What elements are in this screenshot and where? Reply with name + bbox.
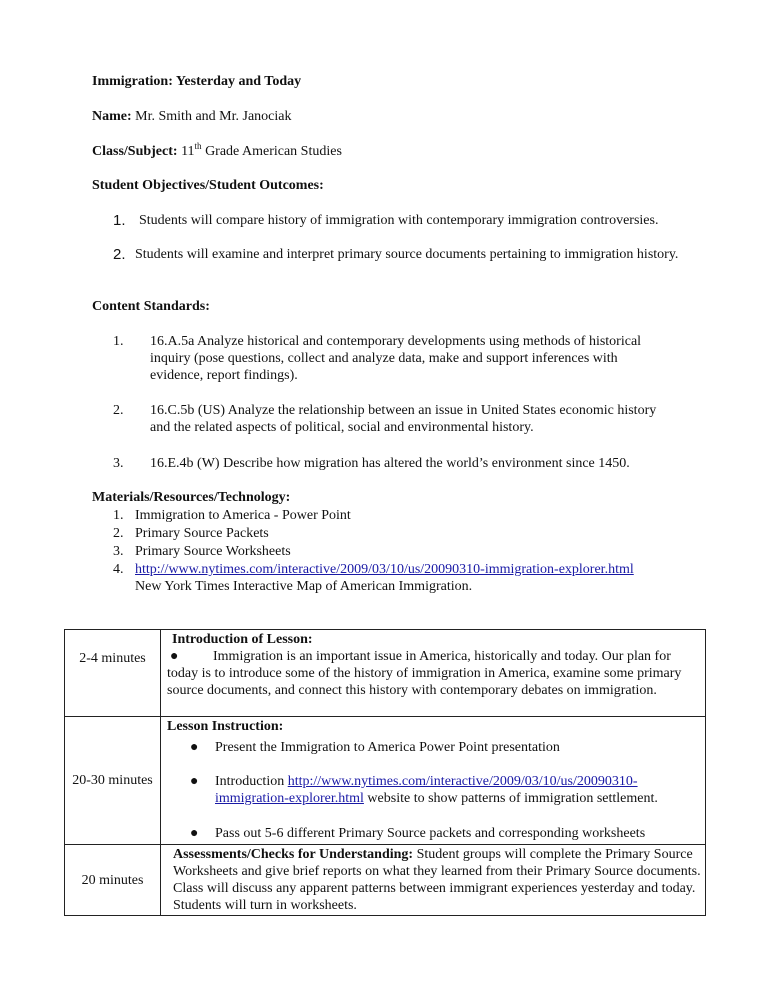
document-title: Immigration: Yesterday and Today (92, 74, 302, 89)
material-number: 1. (113, 508, 124, 523)
table-row (65, 845, 706, 916)
material-text: Immigration to America - Power Point (135, 508, 351, 523)
objective-item (113, 212, 703, 246)
standard-number: 1. (113, 334, 124, 349)
bullet-dot: ● (190, 740, 199, 755)
table-row (65, 630, 706, 717)
material-item (113, 543, 713, 560)
material-text: Primary Source Packets (135, 526, 269, 541)
time-label: 20 minutes (81, 872, 144, 888)
material-caption: New York Times Interactive Map of American Immigration. (135, 579, 473, 594)
bullet-dot: ● (190, 774, 199, 789)
objective-number: 2. (113, 246, 126, 263)
link-text-part[interactable]: immigration-explorer.html (215, 791, 364, 806)
objective-text: Students will examine and interpret primary source documents pertaining to immigration history. (135, 247, 679, 262)
objective-item (113, 246, 703, 280)
description-cell (161, 717, 706, 845)
class-subject-label: Class/Subject: (92, 144, 178, 159)
objectives-heading: Student Objectives/Student Outcomes: (92, 178, 324, 193)
bullet-dot: ● (190, 826, 199, 841)
standard-text: 16.C.5b (US) Analyze the relationship between an issue in United States economic history and the related aspects of political, social and environmental history. (150, 403, 657, 435)
material-link-wrapper (135, 561, 634, 578)
name-line (92, 108, 291, 125)
objective-text: Students will compare history of immigration with contemporary immigration controversies. (139, 213, 659, 228)
time-cell (65, 845, 161, 916)
description-cell (161, 845, 706, 916)
material-text: Primary Source Worksheets (135, 544, 291, 559)
material-item (113, 525, 713, 542)
time-cell (65, 630, 161, 717)
instruction-text: website to show patterns of immigration settlement. (363, 791, 658, 806)
material-item (113, 507, 713, 524)
material-number: 4. (113, 562, 124, 577)
material-number: 2. (113, 526, 124, 541)
intro-text: Immigration is an important issue in America, historically and today. Our plan for today is to introduce some of the history of immigration in America, examine some primary source documents, and connect this history with contemporary debates on immigration. (167, 649, 682, 698)
name-value: Mr. Smith and Mr. Janociak (131, 109, 292, 124)
materials-heading: Materials/Resources/Technology: (92, 490, 291, 505)
lesson-schedule-table (64, 629, 706, 916)
material-item (113, 561, 713, 597)
assessment-paragraph (167, 846, 701, 914)
material-number: 3. (113, 544, 124, 559)
time-label: 20-30 minutes (72, 773, 153, 788)
standard-text: 16.E.4b (W) Describe how migration has altered the world’s environment since 1450. (150, 456, 630, 471)
time-label: 2-4 minutes (79, 651, 146, 666)
instruction-text: Present the Immigration to America Power Point presentation (215, 740, 560, 755)
standard-number: 3. (113, 456, 124, 471)
row-heading: Assessments/Checks for Understanding: (173, 847, 414, 862)
bullet-dot: ● (170, 649, 179, 664)
list-item (167, 773, 701, 807)
class-subject-value: Grade American Studies (201, 144, 342, 159)
standard-number: 2. (113, 403, 124, 418)
instruction-text: Pass out 5-6 different Primary Source packets and corresponding worksheets (215, 826, 646, 841)
objective-number: 1. (113, 212, 126, 229)
time-cell (65, 717, 161, 845)
standard-text: 16.A.5a Analyze historical and contemporary developments using methods of historical inquiry (pose questions, collect and analyze data, make and support inferences with evidence, report findings). (150, 334, 642, 383)
intro-paragraph (167, 648, 701, 699)
name-label: Name: (92, 109, 132, 124)
row-heading: Lesson Instruction: (167, 719, 284, 734)
list-item (167, 739, 701, 756)
nytimes-map-link[interactable]: http://www.nytimes.com/interactive/2009/03/10/us/20090310-immigration-explorer.html (135, 562, 634, 577)
class-subject-line (92, 143, 342, 160)
table-row (65, 717, 706, 845)
class-grade-number: 11 (177, 144, 195, 159)
description-cell (161, 630, 706, 717)
list-item (167, 825, 701, 842)
link-text-part[interactable]: http://www.nytimes.com/interactive/2009/03/10/us/20090310- (287, 774, 638, 789)
row-heading: Introduction of Lesson: (172, 632, 313, 647)
instruction-text: Introduction (215, 774, 288, 789)
standards-heading: Content Standards: (92, 299, 210, 314)
assessment-text: Student groups will complete the Primary Source Worksheets and give brief reports on what they learned from their Primary Source documents. Class will discuss any apparent patterns between immigrant experiences yesterday and today. Students will turn in worksheets. (173, 847, 701, 913)
class-grade-suffix: th (194, 141, 202, 151)
